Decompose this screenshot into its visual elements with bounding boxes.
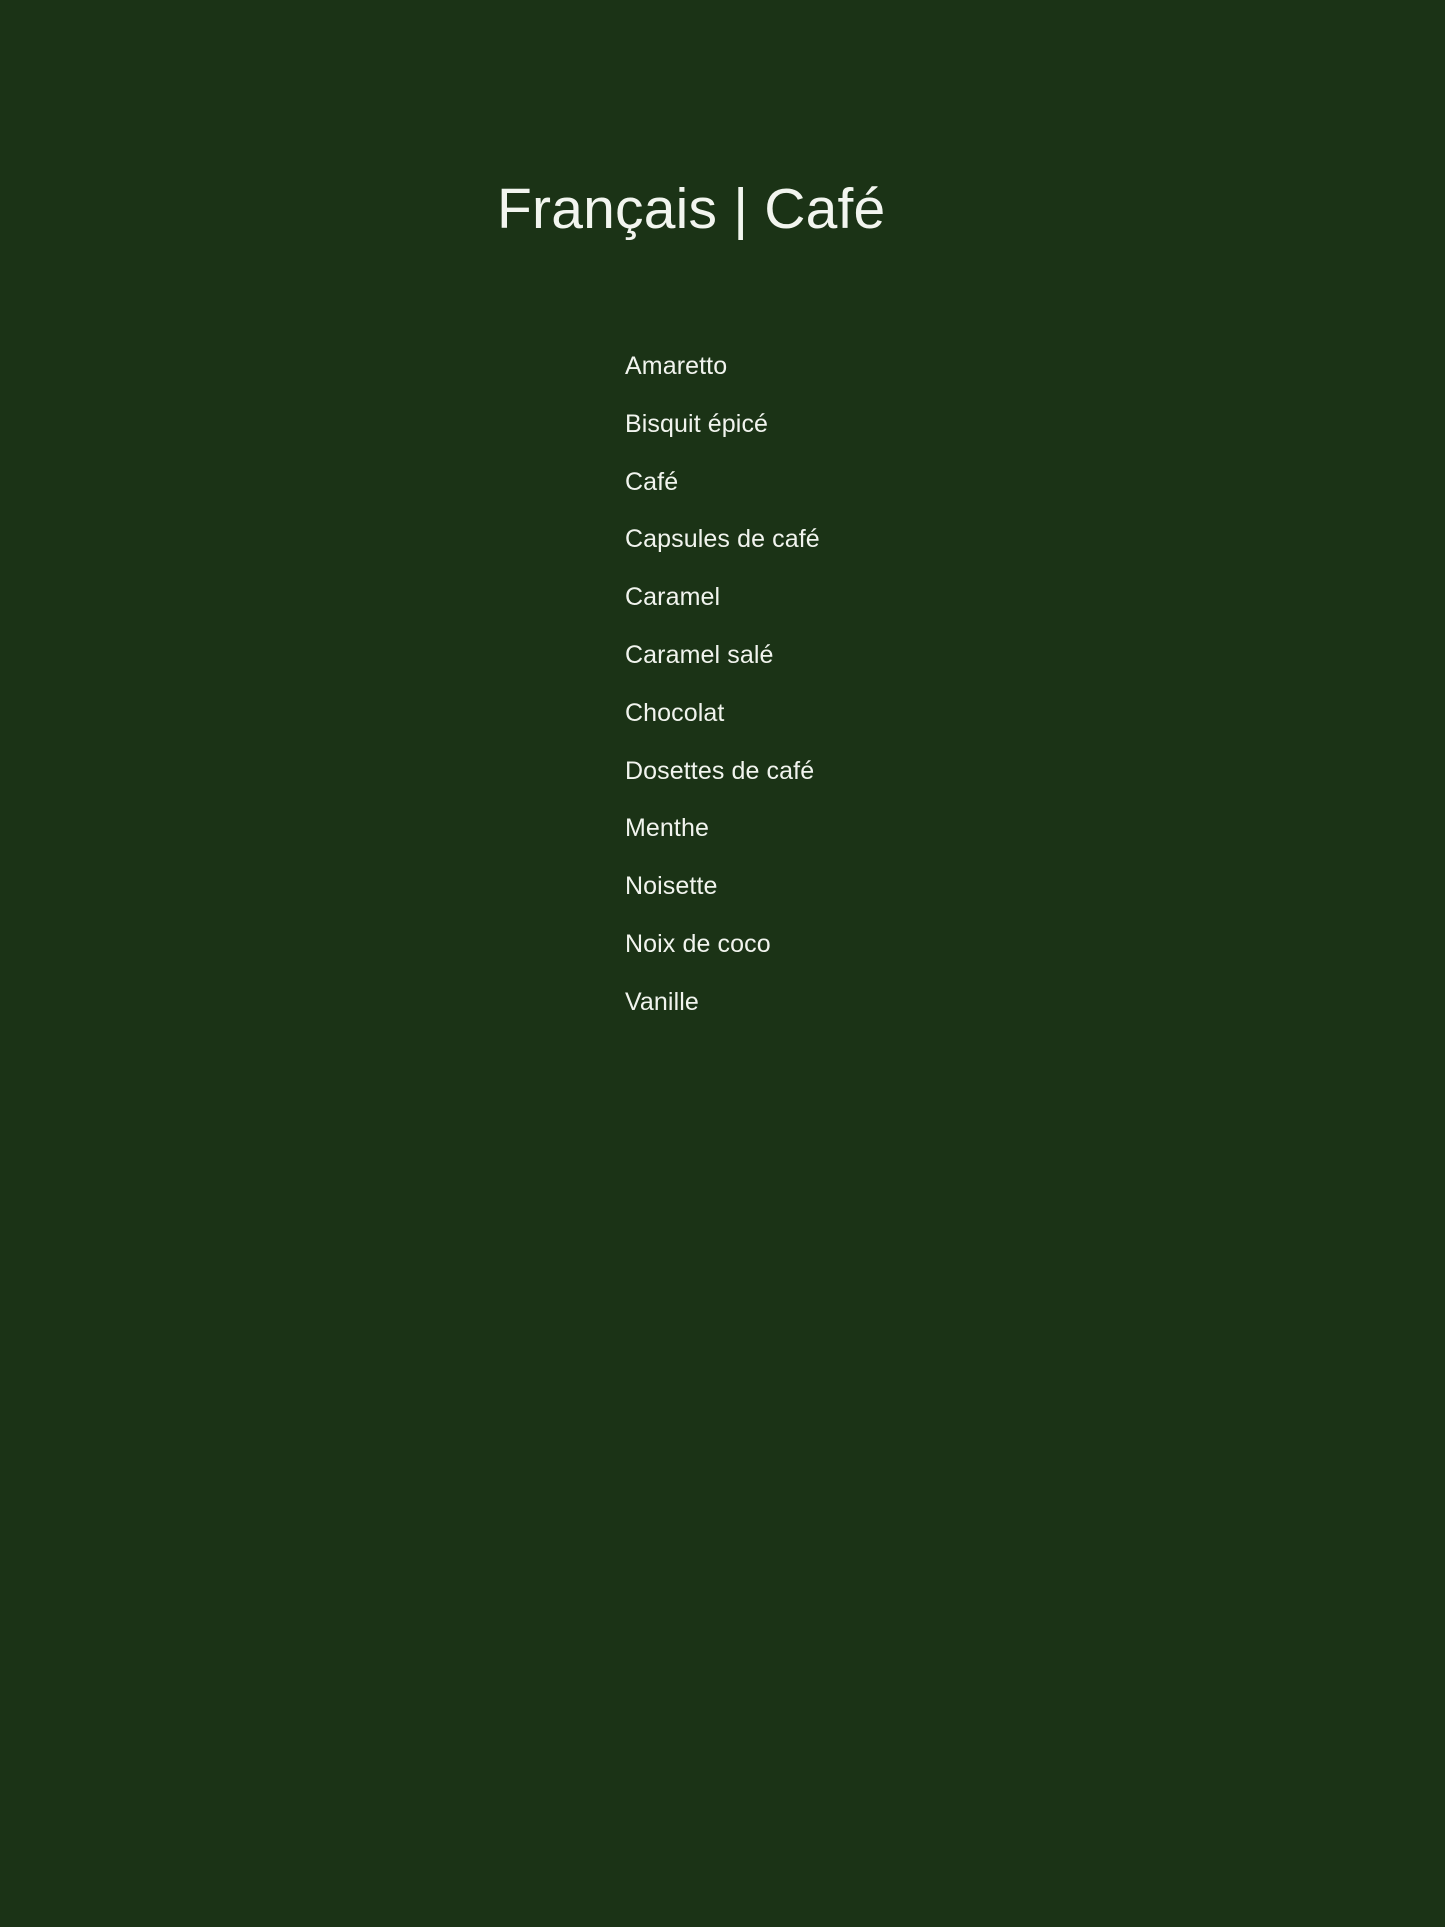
list-item: Menthe [625, 814, 709, 843]
list-item: Vanille [625, 987, 699, 1016]
list-item: Caramel [625, 583, 721, 612]
list-item: Noix de coco [625, 929, 771, 958]
list-item: Chocolat [625, 698, 725, 727]
page-title: Français | Café [497, 177, 886, 242]
list-item: Dosettes de café [625, 756, 815, 785]
list-item: Café [625, 467, 679, 496]
list-item: Noisette [625, 872, 718, 901]
list-item: Amaretto [625, 352, 728, 380]
list-item: Capsules de café [625, 525, 820, 554]
list-item: Caramel salé [625, 640, 774, 669]
term-list [625, 338, 1265, 1032]
list-item: Bisquit épicé [625, 409, 769, 438]
